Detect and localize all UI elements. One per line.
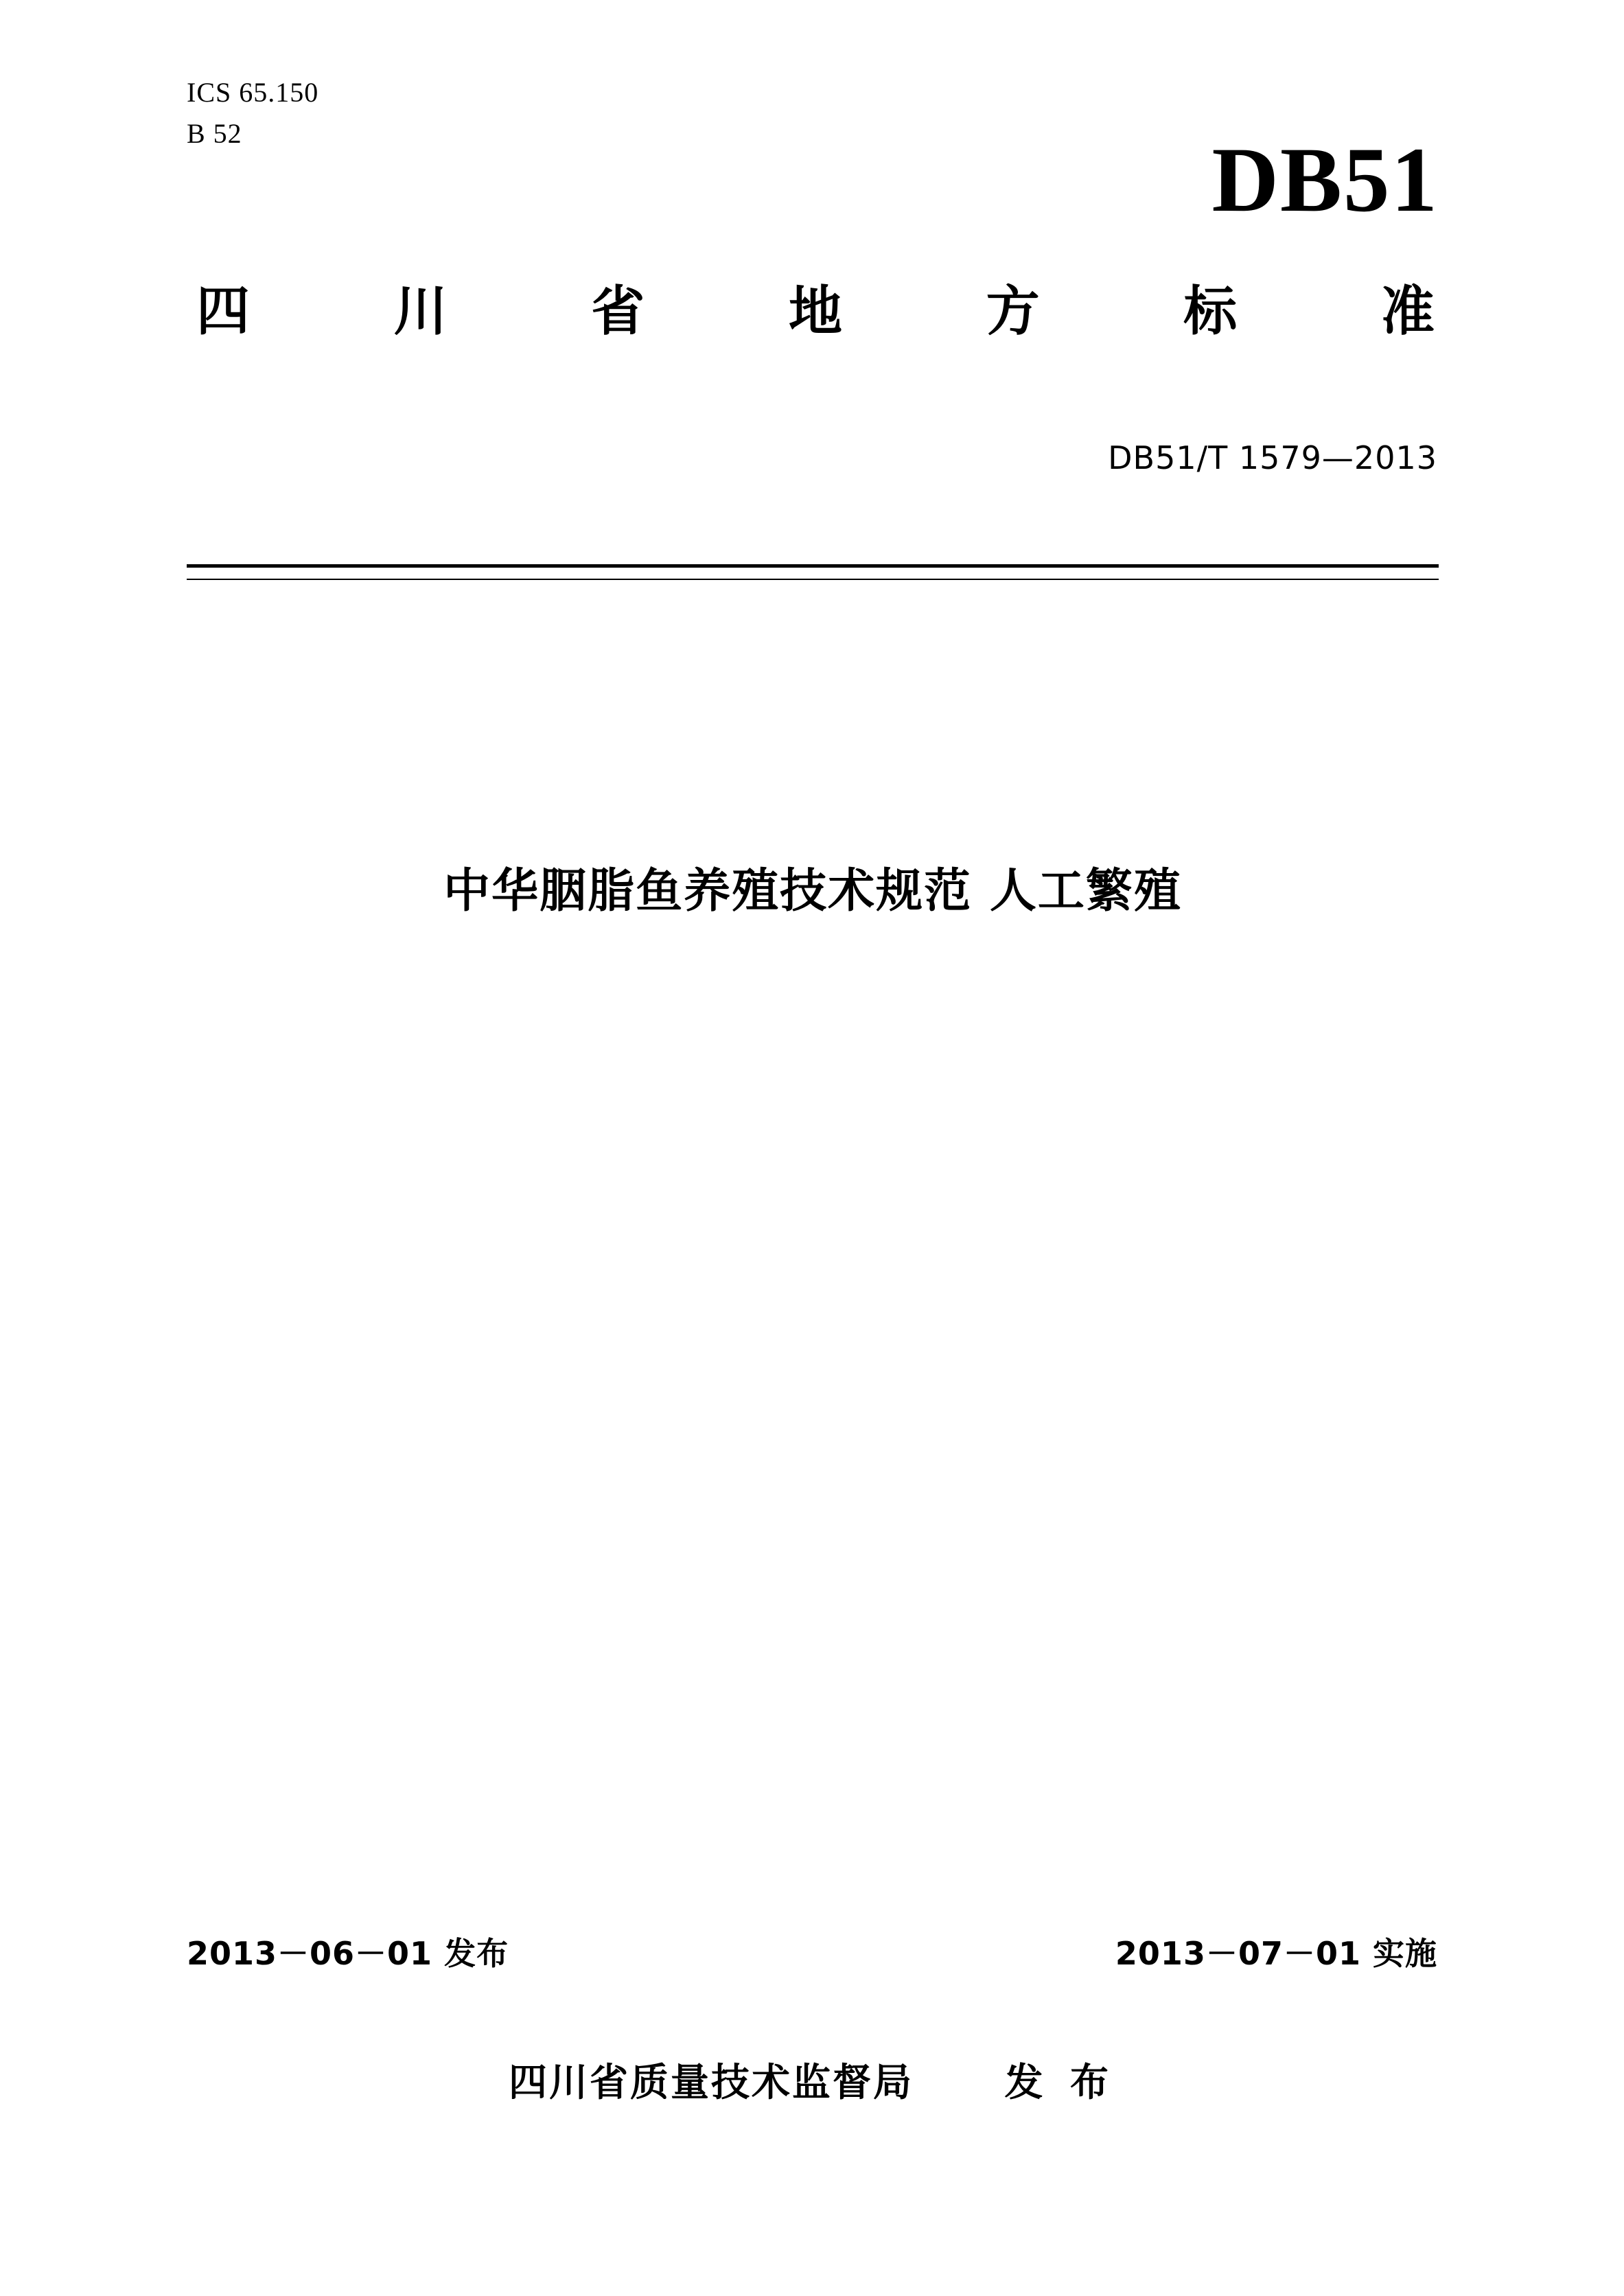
province-standard-heading [187,281,1439,343]
province-char-2: 川 [393,281,448,343]
implementation-date: 2013－07－01 实施 [1115,1935,1437,1972]
province-char-4: 地 [788,281,842,343]
province-char-3: 省 [591,281,645,343]
standard-number: DB51/T 1579—2013 [1108,439,1437,476]
province-char-7: 准 [1380,281,1435,343]
publisher-action: 发 布 [1004,2061,1115,2105]
dates-row [187,1929,1437,1974]
province-char-6: 标 [1183,281,1238,343]
province-char-1: 四 [196,281,251,343]
publisher-name: 四川省质量技术监督局 [509,2061,914,2105]
header-divider-thick [187,564,1439,568]
classification-code: B 52 [187,118,242,149]
document-title: 中华胭脂鱼养殖技术规范 人工繁殖 [443,864,1182,918]
header-divider-thin [187,579,1439,580]
ics-code: ICS 65.150 [187,77,319,108]
publisher-row [0,2052,1624,2107]
ics-classification-block [187,72,318,154]
issue-date: 2013－06－01 发布 [187,1935,509,1972]
standard-series-code: DB51 [1211,129,1439,231]
province-char-5: 方 [986,281,1040,343]
